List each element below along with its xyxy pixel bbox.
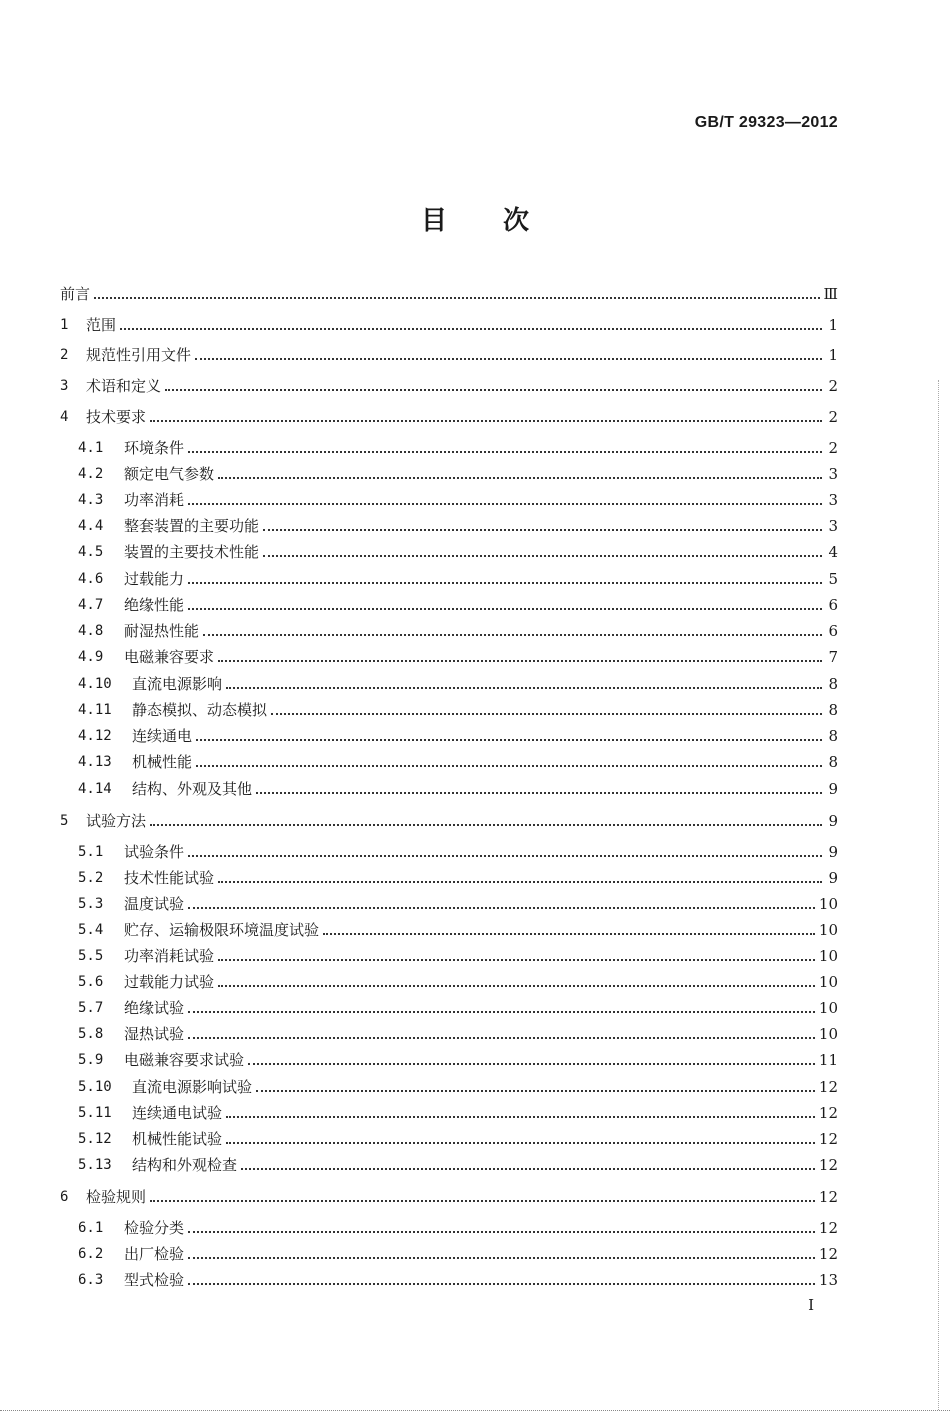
toc-entry-label: 装置的主要技术性能	[124, 543, 260, 561]
toc-dot-leader	[188, 1283, 815, 1285]
toc-entry	[78, 436, 838, 460]
toc-dot-leader	[188, 1257, 815, 1259]
toc-entry	[78, 593, 838, 617]
toc-dot-leader	[196, 739, 822, 741]
toc-dot-leader	[226, 687, 822, 689]
toc-dot-leader	[271, 713, 822, 715]
toc-entry-label: 连续通电	[132, 727, 193, 745]
toc-dot-leader	[248, 1063, 815, 1065]
toc-dot-leader	[256, 792, 822, 794]
toc-entry-page: 2	[828, 439, 838, 457]
page-number: I	[808, 1296, 814, 1314]
toc-entry-label: 范围	[86, 316, 117, 334]
toc-entry-page: 9	[828, 843, 838, 861]
toc-entry-label: 试验条件	[124, 843, 185, 861]
toc-entry	[60, 343, 838, 367]
toc-entry-page: 12	[818, 1104, 838, 1122]
toc-entry-number: 4.2	[78, 466, 104, 482]
toc-entry	[78, 996, 838, 1020]
toc-dot-leader	[218, 985, 815, 987]
toc-entry	[60, 374, 838, 398]
toc-entry-number: 5.6	[78, 974, 104, 990]
toc-dot-leader	[195, 358, 822, 360]
toc-entry-number: 1	[60, 317, 69, 333]
toc-entry-label: 出厂检验	[124, 1245, 185, 1263]
toc-entry	[78, 724, 838, 748]
toc-entry-page: Ⅲ	[823, 285, 838, 303]
toc-entry	[78, 698, 838, 722]
toc-entry-number: 6.1	[78, 1220, 104, 1236]
toc-entry	[78, 462, 838, 486]
toc-entry-label: 功率消耗	[124, 491, 185, 509]
toc-entry-label: 绝缘性能	[124, 596, 185, 614]
toc-dot-leader	[188, 451, 822, 453]
toc-entry-page: 12	[818, 1130, 838, 1148]
toc-entry-page: 8	[828, 675, 838, 693]
toc-entry-page: 13	[818, 1271, 838, 1289]
toc-entry-label: 检验分类	[124, 1219, 185, 1237]
toc-entry-number: 5.11	[78, 1105, 112, 1121]
toc-dot-leader	[188, 1011, 815, 1013]
toc-entry-page: 10	[818, 999, 838, 1017]
toc-entry-number: 4.11	[78, 702, 112, 718]
toc-entry-number: 4.12	[78, 728, 112, 744]
toc-entry-label: 环境条件	[124, 439, 185, 457]
toc-entry-number: 4.1	[78, 440, 104, 456]
toc-entry-page: 10	[818, 1025, 838, 1043]
toc-entry	[78, 892, 838, 916]
toc-entry-number: 5.2	[78, 870, 104, 886]
toc-entry-number: 2	[60, 347, 69, 363]
page-title: 目次	[420, 206, 585, 236]
toc-entry-page: 7	[828, 648, 838, 666]
toc-entry-page: 10	[818, 895, 838, 913]
toc-entry-page: 12	[818, 1188, 838, 1206]
toc-entry-page: 8	[828, 701, 838, 719]
toc-entry	[60, 405, 838, 429]
toc-entry-label: 规范性引用文件	[86, 346, 192, 364]
toc-dot-leader	[120, 328, 822, 330]
toc-dot-leader	[241, 1168, 815, 1170]
toc-entry	[78, 918, 838, 942]
toc-entry	[78, 1153, 838, 1177]
toc-entry	[78, 672, 838, 696]
toc-entry	[78, 1075, 838, 1099]
toc-entry-page: 6	[828, 596, 838, 614]
toc-entry-page: 1	[828, 346, 838, 364]
toc-entry-page: 3	[828, 491, 838, 509]
toc-entry-label: 结构、外观及其他	[132, 780, 253, 798]
toc-entry	[78, 1022, 838, 1046]
toc-entry-number: 4.7	[78, 597, 104, 613]
toc-entry-page: 12	[818, 1156, 838, 1174]
toc-entry	[78, 1216, 838, 1240]
toc-entry-number: 5.7	[78, 1000, 104, 1016]
toc-entry	[78, 1127, 838, 1151]
toc-entry-number: 4.8	[78, 623, 104, 639]
toc-dot-leader	[196, 765, 822, 767]
toc-entry-page: 1	[828, 316, 838, 334]
toc-dot-leader	[188, 855, 822, 857]
toc-entry-label: 机械性能	[132, 753, 193, 771]
toc-entry-label: 型式检验	[124, 1271, 185, 1289]
toc-entry	[60, 809, 838, 833]
toc-dot-leader	[94, 297, 820, 299]
toc-entry-label: 温度试验	[124, 895, 185, 913]
toc-entry-label: 前言	[60, 285, 91, 303]
toc-entry-number: 5.4	[78, 922, 104, 938]
toc-entry-label: 技术性能试验	[124, 869, 215, 887]
standard-code: GB/T 29323—2012	[694, 114, 838, 131]
toc-entry-number: 4.6	[78, 571, 104, 587]
toc-entry-page: 2	[828, 377, 838, 395]
toc-dot-leader	[188, 503, 822, 505]
toc-entry-page: 11	[818, 1051, 838, 1069]
toc-entry	[78, 777, 838, 801]
toc-entry-label: 湿热试验	[124, 1025, 185, 1043]
toc-entry	[60, 1185, 838, 1209]
toc-entry	[78, 540, 838, 564]
toc-entry	[78, 944, 838, 968]
toc-dot-leader	[203, 634, 822, 636]
toc-entry-number: 4.13	[78, 754, 112, 770]
toc-dot-leader	[323, 933, 815, 935]
scan-edge-right	[938, 380, 941, 1410]
toc-entry-number: 6.2	[78, 1246, 104, 1262]
toc-entry	[78, 750, 838, 774]
toc-entry-number: 4.3	[78, 492, 104, 508]
toc-entry-label: 技术要求	[86, 408, 147, 426]
toc-entry-label: 结构和外观检查	[132, 1156, 238, 1174]
toc-entry-label: 术语和定义	[86, 377, 162, 395]
toc-entry-label: 检验规则	[86, 1188, 147, 1206]
toc-entry	[78, 645, 838, 669]
toc-entry-label: 静态模拟、动态模拟	[132, 701, 268, 719]
toc-entry-label: 电磁兼容要求	[124, 648, 215, 666]
toc-entry-label: 耐湿热性能	[124, 622, 200, 640]
toc-dot-leader	[150, 420, 822, 422]
toc-entry-page: 3	[828, 517, 838, 535]
toc-dot-leader	[256, 1090, 815, 1092]
toc-entry-label: 绝缘试验	[124, 999, 185, 1017]
toc-entry-number: 4.4	[78, 518, 104, 534]
toc-entry-number: 4.10	[78, 676, 112, 692]
toc-entry-number: 5.9	[78, 1052, 104, 1068]
toc-entry-page: 9	[828, 869, 838, 887]
toc-entry-label: 功率消耗试验	[124, 947, 215, 965]
toc-entry-page: 8	[828, 753, 838, 771]
toc-entry	[78, 567, 838, 591]
toc-entry-page: 9	[828, 780, 838, 798]
toc-entry-label: 过载能力	[124, 570, 185, 588]
toc-entry-label: 整套装置的主要功能	[124, 517, 260, 535]
toc-entry-page: 10	[818, 973, 838, 991]
toc-dot-leader	[165, 389, 822, 391]
toc-entry-label: 额定电气参数	[124, 465, 215, 483]
toc-entry-label: 电磁兼容要求试验	[124, 1051, 245, 1069]
toc-entry-page: 5	[828, 570, 838, 588]
toc-dot-leader	[188, 608, 822, 610]
toc-dot-leader	[188, 1037, 815, 1039]
toc-entry-number: 5.13	[78, 1157, 112, 1173]
toc-dot-leader	[188, 1231, 815, 1233]
toc-entry	[78, 1048, 838, 1072]
toc-entry-label: 直流电源影响	[132, 675, 223, 693]
toc-dot-leader	[218, 477, 822, 479]
toc-entry	[60, 313, 838, 337]
toc-entry	[78, 1101, 838, 1125]
toc-entry	[78, 619, 838, 643]
toc-entry-label: 连续通电试验	[132, 1104, 223, 1122]
toc-dot-leader	[188, 582, 822, 584]
toc-dot-leader	[218, 660, 822, 662]
scan-edge-bottom	[0, 1410, 950, 1413]
toc-dot-leader	[226, 1142, 815, 1144]
toc-entry-number: 4.14	[78, 781, 112, 797]
toc-dot-leader	[263, 529, 822, 531]
toc-entry-label: 过载能力试验	[124, 973, 215, 991]
toc-entry-number: 5.3	[78, 896, 104, 912]
toc-entry-number: 6.3	[78, 1272, 104, 1288]
toc-entry	[78, 1268, 838, 1292]
toc-entry-number: 4	[60, 409, 69, 425]
toc-entry-label: 试验方法	[86, 812, 147, 830]
toc-entry-page: 12	[818, 1078, 838, 1096]
toc-dot-leader	[263, 555, 822, 557]
toc-entry-number: 6	[60, 1189, 69, 1205]
toc-entry-page: 9	[828, 812, 838, 830]
toc-entry-page: 10	[818, 947, 838, 965]
toc-entry	[78, 866, 838, 890]
toc-entry-page: 10	[818, 921, 838, 939]
toc-entry-number: 3	[60, 378, 69, 394]
toc-entry-page: 6	[828, 622, 838, 640]
toc-entry-page: 4	[828, 543, 838, 561]
toc-entry-number: 4.5	[78, 544, 104, 560]
toc-entry-number: 5	[60, 813, 69, 829]
toc-dot-leader	[218, 959, 815, 961]
toc-entry-number: 5.8	[78, 1026, 104, 1042]
toc-entry	[78, 514, 838, 538]
toc-entry	[60, 282, 838, 306]
toc-dot-leader	[150, 1200, 815, 1202]
toc-entry	[78, 840, 838, 864]
toc-entry	[78, 1242, 838, 1266]
toc-entry	[78, 970, 838, 994]
toc-dot-leader	[218, 881, 822, 883]
toc-entry-number: 5.10	[78, 1079, 112, 1095]
toc-dot-leader	[226, 1116, 815, 1118]
toc-dot-leader	[188, 907, 815, 909]
toc-entry-page: 8	[828, 727, 838, 745]
toc-entry-number: 4.9	[78, 649, 104, 665]
toc-entry-page: 2	[828, 408, 838, 426]
toc-entry-page: 12	[818, 1245, 838, 1263]
toc-dot-leader	[150, 824, 822, 826]
toc-entry-label: 贮存、运输极限环境温度试验	[124, 921, 320, 939]
toc-entry-number: 5.1	[78, 844, 104, 860]
toc-entry-label: 直流电源影响试验	[132, 1078, 253, 1096]
toc-entry-page: 12	[818, 1219, 838, 1237]
toc-entry-page: 3	[828, 465, 838, 483]
toc-entry	[78, 488, 838, 512]
toc-entry-number: 5.5	[78, 948, 104, 964]
toc-entry-number: 5.12	[78, 1131, 112, 1147]
toc-entry-label: 机械性能试验	[132, 1130, 223, 1148]
